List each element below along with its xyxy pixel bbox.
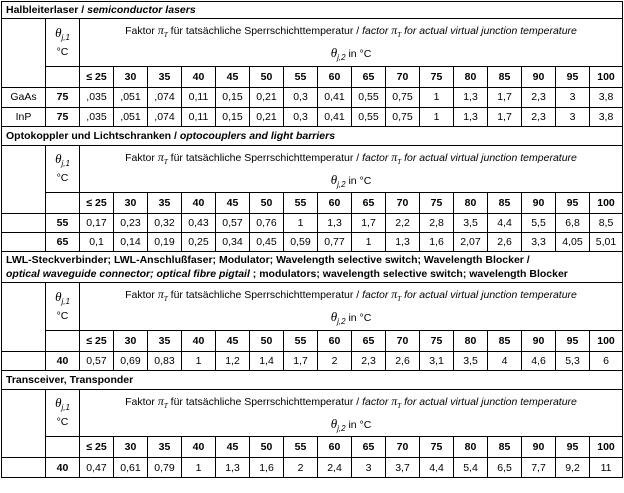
factor-en-post: for actual virtual junction temperature — [404, 289, 577, 301]
section-title-line2 — [6, 267, 622, 281]
pi-t-subscript: T — [397, 401, 402, 410]
temperature-header: 65 — [352, 330, 386, 351]
temperature-header: 75 — [420, 437, 454, 458]
theta-j1-header — [46, 19, 80, 67]
pi-t-symbol: $\pi_T$ — [391, 287, 402, 303]
row-label — [2, 233, 46, 252]
section-title — [2, 2, 623, 19]
theta-j2-unit: in °C — [348, 418, 372, 431]
factor-en-post: for actual virtual junction temperature — [404, 151, 577, 164]
factor-en-pre: factor — [362, 395, 389, 408]
temperature-row — [2, 330, 623, 351]
theta-j2-subscript: j,2 — [337, 53, 346, 63]
factor-en-pre: factor — [362, 25, 389, 37]
temperature-header: 40 — [182, 437, 216, 458]
temperature-header: 75 — [420, 66, 454, 87]
theta-j1-header — [46, 283, 80, 331]
temperature-header: 100 — [590, 193, 623, 214]
temperature-header: 95 — [556, 437, 590, 458]
theta-j2-unit: in °C — [348, 174, 372, 187]
temperature-header: 85 — [488, 330, 522, 351]
factor-value: ,035 — [80, 87, 114, 107]
data-row — [2, 351, 623, 370]
factor-value: 2,6 — [386, 351, 420, 370]
temperature-header: 45 — [216, 437, 250, 458]
factor-value: 3,8 — [590, 107, 623, 126]
factor-value: 0,61 — [114, 458, 148, 478]
factor-description — [80, 283, 623, 311]
theta-j1-unit: °C — [56, 172, 69, 185]
theta-j1-header — [46, 145, 80, 193]
factor-value: 6 — [590, 351, 623, 370]
temperature-row-blank — [46, 66, 80, 87]
temperature-header: 45 — [216, 330, 250, 351]
pi-t-subscript: T — [397, 295, 402, 303]
section-title-de: Halbleiterlaser / — [6, 4, 88, 16]
theta-j1-symbol — [46, 290, 79, 309]
temperature-header: 50 — [250, 330, 284, 351]
factor-value: 1,3 — [216, 458, 250, 478]
factor-value: 0,57 — [80, 351, 114, 370]
temperature-header: 80 — [454, 66, 488, 87]
temperature-header: 35 — [148, 193, 182, 214]
factor-value: 0,76 — [250, 214, 284, 233]
theta-j1-subscript: j,1 — [61, 32, 70, 42]
pi-t-subscript: T — [397, 31, 402, 39]
factor-value: 0,41 — [318, 87, 352, 107]
row-label-header-cell — [2, 389, 46, 458]
section-title-line1: LWL-Steckverbinder; LWL-Anschlußfaser; Modulator; Wavelength selective switch; Wavelength Blocker / — [6, 254, 530, 266]
factor-value: 4,4 — [420, 458, 454, 478]
factor-en-post: for actual virtual junction temperature — [404, 395, 577, 408]
factor-value: 0,23 — [114, 214, 148, 233]
factor-value: 2,8 — [420, 214, 454, 233]
theta-j1-symbol — [46, 26, 79, 45]
factor-value: 3 — [556, 107, 590, 126]
factor-description-text — [80, 146, 622, 173]
factor-value: 0,77 — [318, 233, 352, 252]
factor-value: 2,3 — [522, 87, 556, 107]
pi-t-subscript: T — [163, 157, 168, 166]
factor-value: 8,5 — [590, 214, 623, 233]
temperature-row — [2, 437, 623, 458]
factor-description-text — [80, 19, 622, 46]
factor-value: 1,6 — [250, 458, 284, 478]
factor-value: 9,2 — [556, 458, 590, 478]
factor-value: 0,47 — [80, 458, 114, 478]
section-title-line2-rest: ; modulators; wavelength selective switch; wavelength Blocker — [249, 268, 568, 280]
theta-j2-row — [2, 417, 623, 437]
factor-description — [80, 145, 623, 173]
factor-value: 0,17 — [80, 214, 114, 233]
row-label — [2, 214, 46, 233]
factor-value: 1,3 — [454, 87, 488, 107]
factor-value: 3 — [556, 87, 590, 107]
pi-t-symbol: $\pi_T$ — [157, 393, 168, 410]
section-title-row — [2, 2, 623, 19]
factor-mid: für tatsächliche Sperrschichttemperatur / — [170, 395, 363, 408]
theta-j2-subscript: j,2 — [337, 423, 346, 433]
temperature-header: 40 — [182, 66, 216, 87]
factor-value: 1,3 — [318, 214, 352, 233]
factor-value: 0,14 — [114, 233, 148, 252]
temperature-header: ≤ 25 — [80, 330, 114, 351]
factor-value: 0,21 — [250, 107, 284, 126]
temperature-row-blank — [46, 330, 80, 351]
factor-value: 0,34 — [216, 233, 250, 252]
theta-j1-letter: θ — [55, 151, 62, 167]
factor-value: 3,8 — [590, 87, 623, 107]
factor-value: 5,5 — [522, 214, 556, 233]
temperature-header: 95 — [556, 193, 590, 214]
pi-t-subscript: T — [163, 401, 168, 410]
theta-j2-header — [80, 46, 623, 66]
factor-value: 0,45 — [250, 233, 284, 252]
theta-j2-letter: θ — [330, 46, 338, 61]
temperature-header: 70 — [386, 193, 420, 214]
theta-j1-subscript: j,1 — [61, 159, 70, 169]
factor-value: 0,1 — [80, 233, 114, 252]
data-row — [2, 214, 623, 233]
factor-value: 2,6 — [488, 233, 522, 252]
factor-value: 0,59 — [284, 233, 318, 252]
factor-value: 0,75 — [386, 107, 420, 126]
temperature-header: ≤ 25 — [80, 193, 114, 214]
temperature-header: 30 — [114, 66, 148, 87]
temperature-header: 70 — [386, 437, 420, 458]
temperature-header: 85 — [488, 437, 522, 458]
factor-value: 0,11 — [182, 87, 216, 107]
theta-j1-unit: °C — [56, 45, 69, 58]
temperature-header: 95 — [556, 330, 590, 351]
pi-t-symbol: $\pi_T$ — [157, 23, 168, 39]
factor-value: 2,07 — [454, 233, 488, 252]
temperature-header: ≤ 25 — [80, 437, 114, 458]
theta-j1-subscript: j,1 — [61, 403, 70, 413]
temperature-header: 30 — [114, 437, 148, 458]
theta-j2-header — [80, 310, 623, 330]
factor-value: 3,5 — [454, 351, 488, 370]
factor-value: 0,79 — [148, 458, 182, 478]
factor-value: 0,15 — [216, 87, 250, 107]
factor-value: 1,7 — [284, 351, 318, 370]
temperature-header: 40 — [182, 193, 216, 214]
factor-value: 0,57 — [216, 214, 250, 233]
factor-value: 5,01 — [590, 233, 623, 252]
factor-header-row — [2, 389, 623, 417]
factor-value: ,051 — [114, 107, 148, 126]
temperature-header: 50 — [250, 66, 284, 87]
theta-j2-subscript: j,2 — [337, 179, 346, 189]
temperature-header: 30 — [114, 193, 148, 214]
temperature-header: 85 — [488, 193, 522, 214]
factor-value: 1 — [352, 233, 386, 252]
temperature-header: 35 — [148, 66, 182, 87]
factor-value: 0,11 — [182, 107, 216, 126]
row-label: GaAs — [2, 87, 46, 107]
factor-de: Faktor — [125, 395, 155, 408]
temperature-header: 50 — [250, 437, 284, 458]
factor-value: 1 — [182, 458, 216, 478]
row-label — [2, 458, 46, 478]
factor-value: ,074 — [148, 87, 182, 107]
factor-value: 0,55 — [352, 107, 386, 126]
factor-value: 6,8 — [556, 214, 590, 233]
temperature-header: 55 — [284, 193, 318, 214]
temperature-header: 70 — [386, 66, 420, 87]
factor-de: Faktor — [125, 289, 155, 301]
pi-t-subscript: T — [163, 295, 168, 303]
theta-j1-letter: θ — [55, 288, 62, 304]
temperature-header: 95 — [556, 66, 590, 87]
junction-temperature-factor-table — [1, 1, 623, 478]
temperature-row-blank — [46, 193, 80, 214]
temperature-header: 55 — [284, 330, 318, 351]
temperature-header: 35 — [148, 437, 182, 458]
theta-j2-header — [80, 173, 623, 193]
section-title — [2, 252, 623, 283]
theta-j2-header — [80, 417, 623, 437]
pi-t-symbol: $\pi_T$ — [391, 23, 402, 39]
row-label — [2, 351, 46, 370]
factor-value: 5,3 — [556, 351, 590, 370]
factor-value: 0,83 — [148, 351, 182, 370]
theta-j2-row — [2, 46, 623, 66]
factor-value: 2,3 — [352, 351, 386, 370]
section-title-de: Transceiver, Transponder — [6, 373, 134, 386]
temperature-header: 60 — [318, 193, 352, 214]
factor-value: 1,3 — [386, 233, 420, 252]
factor-en-pre: factor — [362, 289, 389, 301]
temperature-header: 65 — [352, 193, 386, 214]
factor-value: 0,55 — [352, 87, 386, 107]
factor-value: 3,5 — [454, 214, 488, 233]
factor-en-post: for actual virtual junction temperature — [404, 25, 577, 37]
temperature-header: 100 — [590, 330, 623, 351]
factor-value: 1 — [420, 107, 454, 126]
theta-j1-unit: °C — [56, 416, 69, 429]
section-title-en: optocouplers and light barriers — [179, 129, 336, 142]
data-row — [2, 233, 623, 252]
factor-header-row — [2, 145, 623, 173]
factor-value: 4,4 — [488, 214, 522, 233]
section-title-row — [2, 252, 623, 283]
factor-de: Faktor — [125, 151, 155, 164]
factor-value: 7,7 — [522, 458, 556, 478]
section-title — [2, 126, 623, 145]
theta-j1-letter: θ — [55, 24, 62, 40]
factor-value: 0,19 — [148, 233, 182, 252]
theta-j2-unit: in °C — [348, 48, 372, 61]
theta-j1-symbol — [46, 396, 79, 415]
section-title — [2, 370, 623, 389]
theta-j1-value: 55 — [46, 214, 80, 233]
factor-value: 2,3 — [522, 107, 556, 126]
temperature-header: 40 — [182, 330, 216, 351]
factor-value: 3 — [352, 458, 386, 478]
row-label-header-cell — [2, 19, 46, 88]
factor-value: 0,75 — [386, 87, 420, 107]
factor-value: ,051 — [114, 87, 148, 107]
temperature-header: 55 — [284, 437, 318, 458]
pi-t-symbol: $\pi_T$ — [391, 393, 402, 410]
temperature-header: 60 — [318, 66, 352, 87]
factor-value: 0,21 — [250, 87, 284, 107]
temperature-header: 65 — [352, 437, 386, 458]
theta-j2-row — [2, 310, 623, 330]
theta-j1-header — [46, 389, 80, 437]
factor-description-text — [80, 390, 622, 417]
theta-j1-unit: °C — [56, 309, 69, 322]
factor-value: 1 — [284, 214, 318, 233]
factor-value: 3,1 — [420, 351, 454, 370]
row-label-header-cell — [2, 145, 46, 214]
factor-value: 4,05 — [556, 233, 590, 252]
factor-value: 0,15 — [216, 107, 250, 126]
temperature-header: 100 — [590, 66, 623, 87]
factor-value: 1,7 — [488, 107, 522, 126]
theta-j1-value: 65 — [46, 233, 80, 252]
theta-j2-row — [2, 173, 623, 193]
theta-j1-value: 40 — [46, 351, 80, 370]
row-label: InP — [2, 107, 46, 126]
factor-value: 0,69 — [114, 351, 148, 370]
factor-value: 1,3 — [454, 107, 488, 126]
factor-value: 0,41 — [318, 107, 352, 126]
pi-t-symbol: $\pi_T$ — [391, 149, 402, 166]
temperature-header: ≤ 25 — [80, 66, 114, 87]
factor-value: 2,2 — [386, 214, 420, 233]
document — [1, 1, 622, 490]
factor-value: 5,4 — [454, 458, 488, 478]
temperature-header: 65 — [352, 66, 386, 87]
section-title-row — [2, 126, 623, 145]
theta-j2-letter: θ — [330, 310, 338, 325]
factor-value: 6,5 — [488, 458, 522, 478]
theta-j1-value: 40 — [46, 458, 80, 478]
pi-t-subscript: T — [163, 31, 168, 39]
temperature-header: 90 — [522, 437, 556, 458]
row-label-header-cell — [2, 283, 46, 352]
section-title-line2-italic: optical waveguide connector; optical fibre pigtail — [6, 268, 250, 280]
temperature-row-blank — [46, 437, 80, 458]
theta-j1-value: 75 — [46, 107, 80, 126]
factor-value: 2,4 — [318, 458, 352, 478]
section-title-en: semiconductor lasers — [87, 4, 196, 16]
temperature-header: 45 — [216, 66, 250, 87]
theta-j1-value: 75 — [46, 87, 80, 107]
factor-value: 2 — [318, 351, 352, 370]
factor-value: 4 — [488, 351, 522, 370]
temperature-header: 35 — [148, 330, 182, 351]
temperature-header: 55 — [284, 66, 318, 87]
temperature-header: 70 — [386, 330, 420, 351]
temperature-header: 100 — [590, 437, 623, 458]
factor-value: 11 — [590, 458, 623, 478]
factor-mid: für tatsächliche Sperrschichttemperatur / — [170, 25, 363, 37]
theta-j1-subscript: j,1 — [61, 296, 70, 306]
section-title-de: Optokoppler und Lichtschranken / — [6, 129, 180, 142]
data-row — [2, 458, 623, 478]
factor-de: Faktor — [125, 25, 155, 37]
theta-j1-symbol — [46, 152, 79, 171]
temperature-header: 80 — [454, 437, 488, 458]
factor-value: 0,3 — [284, 107, 318, 126]
factor-header-row — [2, 19, 623, 47]
temperature-row — [2, 193, 623, 214]
temperature-row — [2, 66, 623, 87]
factor-value: 0,3 — [284, 87, 318, 107]
temperature-header: 80 — [454, 193, 488, 214]
temperature-header: 75 — [420, 193, 454, 214]
data-row — [2, 107, 623, 126]
factor-en-pre: factor — [362, 151, 389, 164]
factor-description — [80, 389, 623, 417]
temperature-header: 60 — [318, 437, 352, 458]
theta-j2-unit: in °C — [348, 312, 372, 325]
factor-description-text — [80, 283, 622, 310]
section-title-row — [2, 370, 623, 389]
theta-j2-letter: θ — [330, 416, 338, 431]
factor-value: 1 — [420, 87, 454, 107]
factor-value: 1,7 — [488, 87, 522, 107]
factor-value: 1,6 — [420, 233, 454, 252]
factor-value: 3,3 — [522, 233, 556, 252]
factor-value: 0,25 — [182, 233, 216, 252]
factor-value: ,035 — [80, 107, 114, 126]
factor-mid: für tatsächliche Sperrschichttemperatur / — [170, 151, 363, 164]
temperature-header: 50 — [250, 193, 284, 214]
temperature-header: 45 — [216, 193, 250, 214]
factor-value: 3,7 — [386, 458, 420, 478]
pi-t-symbol: $\pi_T$ — [157, 149, 168, 166]
temperature-header: 90 — [522, 330, 556, 351]
factor-value: 2 — [284, 458, 318, 478]
theta-j2-letter: θ — [330, 172, 338, 187]
factor-description — [80, 19, 623, 47]
factor-value: 4,6 — [522, 351, 556, 370]
temperature-header: 75 — [420, 330, 454, 351]
temperature-header: 60 — [318, 330, 352, 351]
temperature-header: 80 — [454, 330, 488, 351]
temperature-header: 85 — [488, 66, 522, 87]
pi-t-subscript: T — [397, 157, 402, 166]
data-row — [2, 87, 623, 107]
temperature-header: 30 — [114, 330, 148, 351]
factor-value: 1 — [182, 351, 216, 370]
pi-t-symbol: $\pi_T$ — [157, 287, 168, 303]
temperature-header: 90 — [522, 66, 556, 87]
factor-value: 1,4 — [250, 351, 284, 370]
factor-value: 1,7 — [352, 214, 386, 233]
factor-header-row — [2, 283, 623, 311]
theta-j2-subscript: j,2 — [337, 317, 346, 327]
factor-value: 0,32 — [148, 214, 182, 233]
factor-mid: für tatsächliche Sperrschichttemperatur / — [170, 289, 363, 301]
temperature-header: 90 — [522, 193, 556, 214]
factor-value: 0,43 — [182, 214, 216, 233]
factor-value: ,074 — [148, 107, 182, 126]
factor-value: 1,2 — [216, 351, 250, 370]
theta-j1-letter: θ — [55, 395, 62, 411]
